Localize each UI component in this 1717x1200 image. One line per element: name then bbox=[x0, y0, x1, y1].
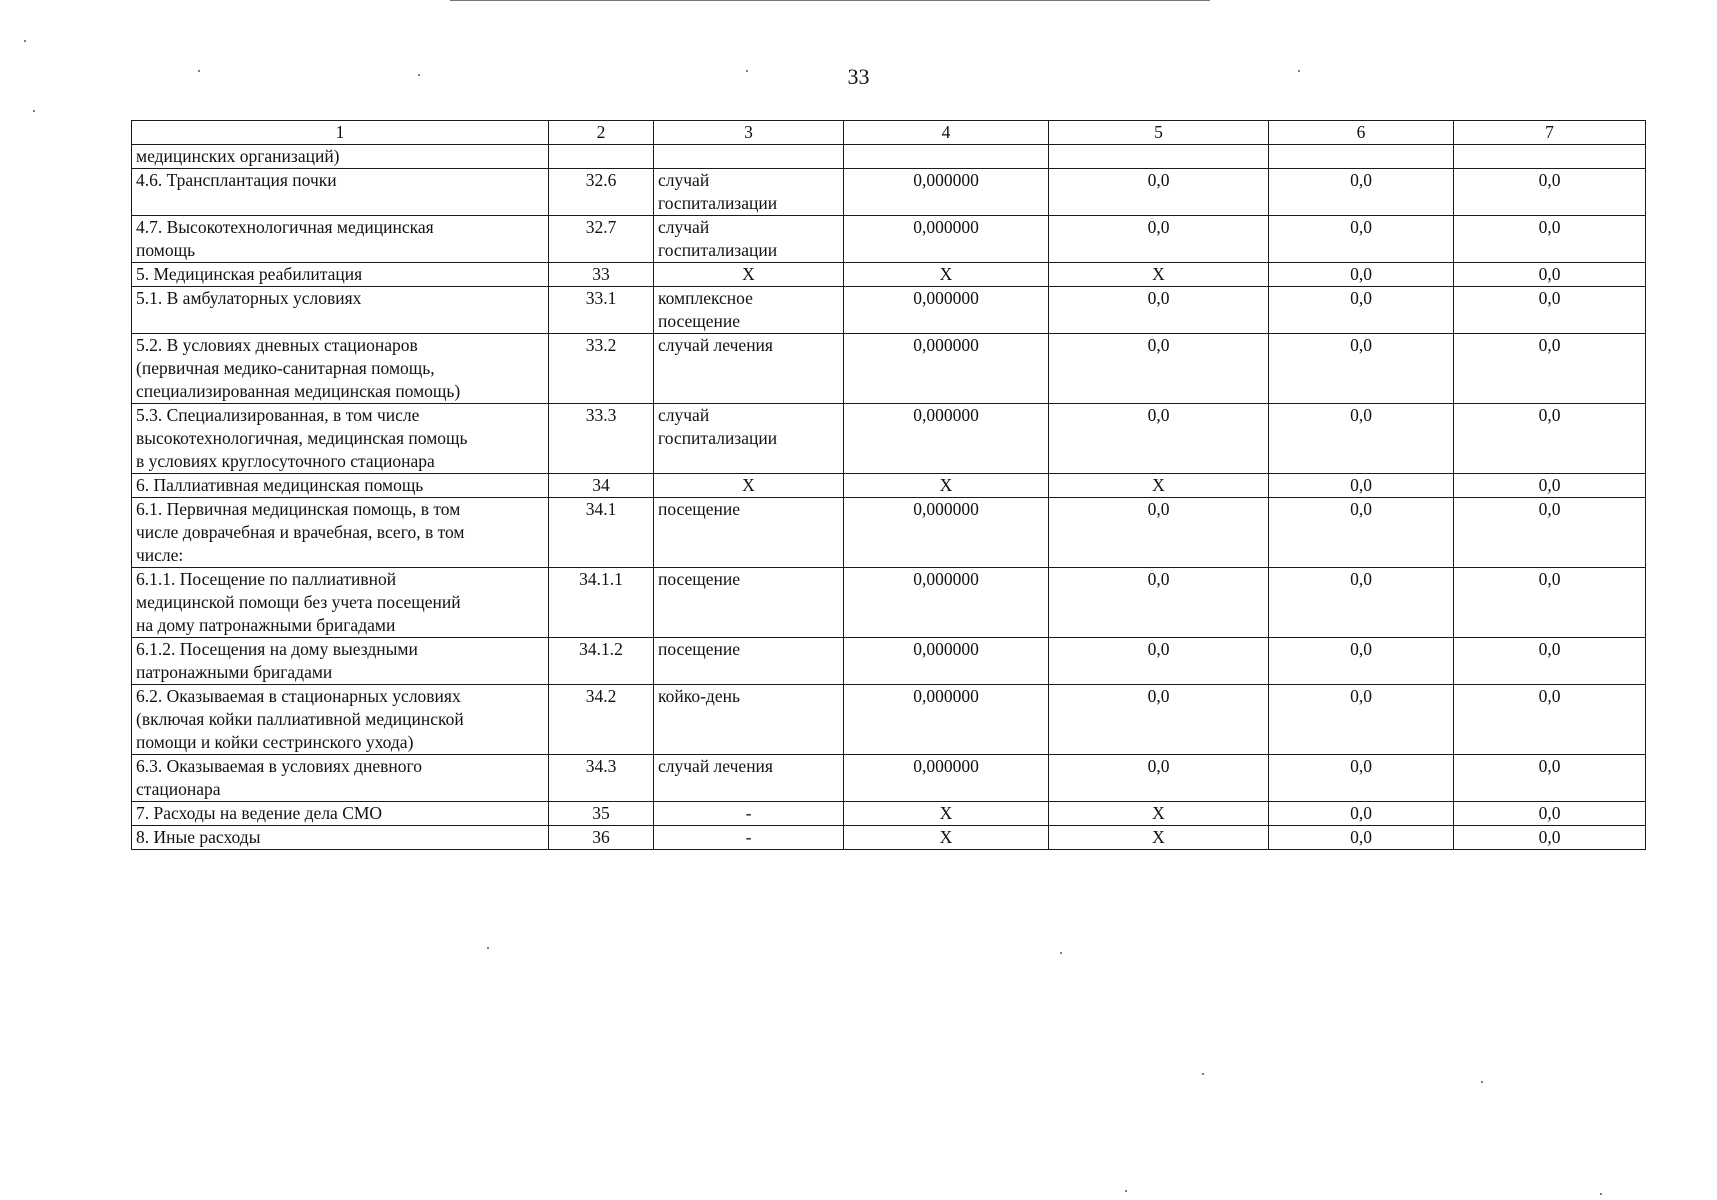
row-code-cell: 33.2 bbox=[549, 334, 654, 404]
table-row bbox=[132, 334, 1646, 404]
table-row bbox=[132, 216, 1646, 263]
table-row bbox=[132, 802, 1646, 826]
scan-speck bbox=[418, 74, 420, 76]
table-body bbox=[132, 121, 1646, 850]
row-value7-cell: 0,0 bbox=[1454, 685, 1646, 755]
table-row bbox=[132, 638, 1646, 685]
row-value6-cell: 0,0 bbox=[1269, 638, 1454, 685]
row-value4-cell: 0,000000 bbox=[844, 755, 1049, 802]
row-value6-cell: 0,0 bbox=[1269, 169, 1454, 216]
row-value7-cell: 0,0 bbox=[1454, 404, 1646, 474]
row-name-cell: 6.2. Оказываемая в стационарных условиях (включая койки паллиативной медицинской помощи и койки сестринского ухода) bbox=[132, 685, 549, 755]
table-row bbox=[132, 568, 1646, 638]
column-number-1: 1 bbox=[132, 121, 549, 145]
row-value5-cell: X bbox=[1049, 802, 1269, 826]
row-name-cell: медицинских организаций) bbox=[132, 145, 549, 169]
table-row bbox=[132, 145, 1646, 169]
row-code-cell: 36 bbox=[549, 826, 654, 850]
row-value4-cell bbox=[844, 145, 1049, 169]
row-unit-cell: - bbox=[654, 826, 844, 850]
row-unit-cell: койко-день bbox=[654, 685, 844, 755]
row-value6-cell: 0,0 bbox=[1269, 755, 1454, 802]
row-value5-cell: 0,0 bbox=[1049, 216, 1269, 263]
row-code-cell: 34.1.1 bbox=[549, 568, 654, 638]
row-value4-cell: X bbox=[844, 263, 1049, 287]
top-border-rule bbox=[450, 0, 1210, 1]
table-row bbox=[132, 474, 1646, 498]
row-code-cell: 34.3 bbox=[549, 755, 654, 802]
row-value5-cell: 0,0 bbox=[1049, 287, 1269, 334]
row-unit-cell: комплексное посещение bbox=[654, 287, 844, 334]
row-unit-cell: случай лечения bbox=[654, 334, 844, 404]
row-value4-cell: 0,000000 bbox=[844, 498, 1049, 568]
row-name-cell: 5. Медицинская реабилитация bbox=[132, 263, 549, 287]
row-unit-cell: случай госпитализации bbox=[654, 216, 844, 263]
row-value5-cell: X bbox=[1049, 826, 1269, 850]
row-value7-cell: 0,0 bbox=[1454, 755, 1646, 802]
row-name-cell: 5.1. В амбулаторных условиях bbox=[132, 287, 549, 334]
row-value4-cell: 0,000000 bbox=[844, 568, 1049, 638]
row-value7-cell: 0,0 bbox=[1454, 638, 1646, 685]
row-value7-cell: 0,0 bbox=[1454, 287, 1646, 334]
table-row bbox=[132, 287, 1646, 334]
row-code-cell: 35 bbox=[549, 802, 654, 826]
row-value7-cell: 0,0 bbox=[1454, 568, 1646, 638]
scan-speck bbox=[1298, 70, 1300, 72]
table-row bbox=[132, 263, 1646, 287]
column-number-3: 3 bbox=[654, 121, 844, 145]
scan-speck bbox=[746, 70, 748, 72]
row-value6-cell: 0,0 bbox=[1269, 474, 1454, 498]
column-number-2: 2 bbox=[549, 121, 654, 145]
report-table bbox=[131, 120, 1646, 850]
row-code-cell: 34.1 bbox=[549, 498, 654, 568]
row-unit-cell: X bbox=[654, 474, 844, 498]
scan-speck bbox=[487, 947, 489, 949]
scan-speck bbox=[198, 70, 200, 72]
row-value7-cell bbox=[1454, 145, 1646, 169]
row-value7-cell: 0,0 bbox=[1454, 802, 1646, 826]
row-value5-cell: 0,0 bbox=[1049, 685, 1269, 755]
row-value5-cell: 0,0 bbox=[1049, 755, 1269, 802]
row-value5-cell bbox=[1049, 145, 1269, 169]
row-value6-cell: 0,0 bbox=[1269, 334, 1454, 404]
column-number-6: 6 bbox=[1269, 121, 1454, 145]
row-value4-cell: 0,000000 bbox=[844, 216, 1049, 263]
row-value5-cell: X bbox=[1049, 474, 1269, 498]
row-unit-cell: посещение bbox=[654, 498, 844, 568]
row-value7-cell: 0,0 bbox=[1454, 826, 1646, 850]
row-value7-cell: 0,0 bbox=[1454, 334, 1646, 404]
row-value6-cell: 0,0 bbox=[1269, 263, 1454, 287]
column-number-5: 5 bbox=[1049, 121, 1269, 145]
row-name-cell: 6. Паллиативная медицинская помощь bbox=[132, 474, 549, 498]
row-value4-cell: 0,000000 bbox=[844, 638, 1049, 685]
row-name-cell: 5.2. В условиях дневных стационаров (первичная медико-санитарная помощь, специализированная медицинская помощь) bbox=[132, 334, 549, 404]
row-value6-cell: 0,0 bbox=[1269, 826, 1454, 850]
row-code-cell: 33 bbox=[549, 263, 654, 287]
row-value6-cell: 0,0 bbox=[1269, 287, 1454, 334]
row-name-cell: 6.1.1. Посещение по паллиативной медицинской помощи без учета посещений на дому патронажными бригадами bbox=[132, 568, 549, 638]
row-value6-cell bbox=[1269, 145, 1454, 169]
row-code-cell bbox=[549, 145, 654, 169]
scan-speck bbox=[1125, 1190, 1127, 1192]
row-value6-cell: 0,0 bbox=[1269, 685, 1454, 755]
row-unit-cell: случай госпитализации bbox=[654, 404, 844, 474]
row-name-cell: 6.1.2. Посещения на дому выездными патронажными бригадами bbox=[132, 638, 549, 685]
row-value7-cell: 0,0 bbox=[1454, 263, 1646, 287]
column-number-4: 4 bbox=[844, 121, 1049, 145]
row-code-cell: 32.7 bbox=[549, 216, 654, 263]
table-row bbox=[132, 826, 1646, 850]
row-unit-cell: случай лечения bbox=[654, 755, 844, 802]
row-unit-cell: X bbox=[654, 263, 844, 287]
row-code-cell: 32.6 bbox=[549, 169, 654, 216]
row-code-cell: 34 bbox=[549, 474, 654, 498]
row-value7-cell: 0,0 bbox=[1454, 498, 1646, 568]
table-row bbox=[132, 498, 1646, 568]
row-unit-cell: случай госпитализации bbox=[654, 169, 844, 216]
row-value6-cell: 0,0 bbox=[1269, 216, 1454, 263]
row-unit-cell: посещение bbox=[654, 638, 844, 685]
row-value6-cell: 0,0 bbox=[1269, 568, 1454, 638]
row-value6-cell: 0,0 bbox=[1269, 802, 1454, 826]
row-name-cell: 5.3. Специализированная, в том числе высокотехнологичная, медицинская помощь в условиях круглосуточного стационара bbox=[132, 404, 549, 474]
row-code-cell: 33.1 bbox=[549, 287, 654, 334]
row-code-cell: 34.2 bbox=[549, 685, 654, 755]
row-name-cell: 8. Иные расходы bbox=[132, 826, 549, 850]
table-row bbox=[132, 404, 1646, 474]
row-value4-cell: 0,000000 bbox=[844, 287, 1049, 334]
row-unit-cell bbox=[654, 145, 844, 169]
row-value5-cell: X bbox=[1049, 263, 1269, 287]
table-row bbox=[132, 685, 1646, 755]
row-name-cell: 7. Расходы на ведение дела СМО bbox=[132, 802, 549, 826]
scan-speck bbox=[1202, 1073, 1204, 1075]
row-value6-cell: 0,0 bbox=[1269, 498, 1454, 568]
row-value5-cell: 0,0 bbox=[1049, 498, 1269, 568]
row-code-cell: 33.3 bbox=[549, 404, 654, 474]
table-row bbox=[132, 755, 1646, 802]
row-unit-cell: посещение bbox=[654, 568, 844, 638]
row-name-cell: 6.1. Первичная медицинская помощь, в том числе доврачебная и врачебная, всего, в том числе: bbox=[132, 498, 549, 568]
column-number-7: 7 bbox=[1454, 121, 1646, 145]
row-value4-cell: X bbox=[844, 474, 1049, 498]
row-value4-cell: X bbox=[844, 802, 1049, 826]
row-value4-cell: 0,000000 bbox=[844, 685, 1049, 755]
row-value5-cell: 0,0 bbox=[1049, 404, 1269, 474]
row-value5-cell: 0,0 bbox=[1049, 638, 1269, 685]
scan-speck bbox=[24, 40, 26, 42]
row-value5-cell: 0,0 bbox=[1049, 334, 1269, 404]
scan-speck bbox=[1481, 1081, 1483, 1083]
row-value4-cell: X bbox=[844, 826, 1049, 850]
row-value5-cell: 0,0 bbox=[1049, 568, 1269, 638]
row-unit-cell: - bbox=[654, 802, 844, 826]
row-value7-cell: 0,0 bbox=[1454, 474, 1646, 498]
scan-speck bbox=[1060, 952, 1062, 954]
column-number-row bbox=[132, 121, 1646, 145]
row-name-cell: 6.3. Оказываемая в условиях дневного стационара bbox=[132, 755, 549, 802]
row-value7-cell: 0,0 bbox=[1454, 216, 1646, 263]
row-value6-cell: 0,0 bbox=[1269, 404, 1454, 474]
row-value4-cell: 0,000000 bbox=[844, 404, 1049, 474]
row-code-cell: 34.1.2 bbox=[549, 638, 654, 685]
table-row bbox=[132, 169, 1646, 216]
row-value7-cell: 0,0 bbox=[1454, 169, 1646, 216]
row-name-cell: 4.6. Трансплантация почки bbox=[132, 169, 549, 216]
scan-speck bbox=[33, 110, 35, 112]
row-value4-cell: 0,000000 bbox=[844, 334, 1049, 404]
row-name-cell: 4.7. Высокотехнологичная медицинская помощь bbox=[132, 216, 549, 263]
page-number: 33 bbox=[847, 64, 870, 89]
row-value5-cell: 0,0 bbox=[1049, 169, 1269, 216]
scan-speck bbox=[1600, 1193, 1602, 1195]
row-value4-cell: 0,000000 bbox=[844, 169, 1049, 216]
